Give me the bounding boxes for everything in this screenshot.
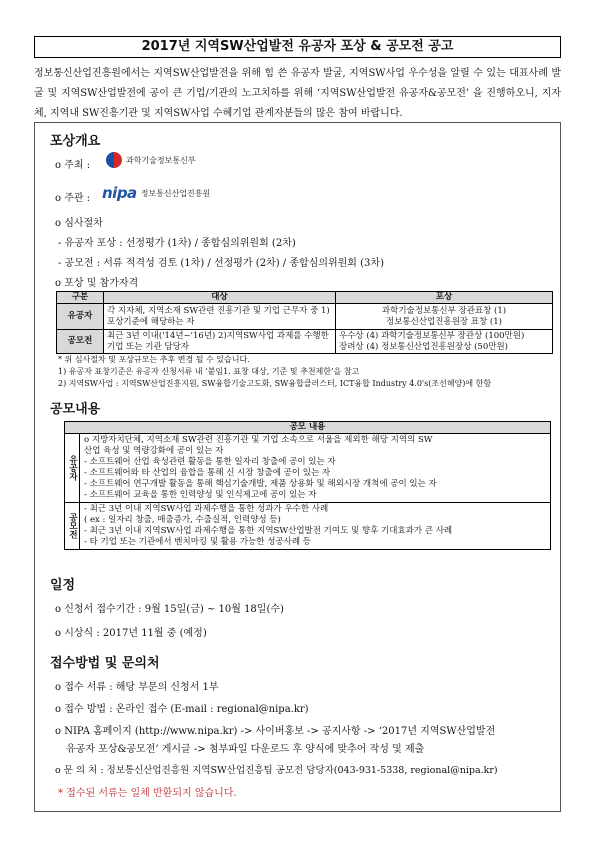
host-logo	[106, 152, 196, 168]
award-table	[56, 291, 553, 354]
organizer-label: o 주관 :	[55, 193, 91, 204]
list-item: - 최근 3년 이내 지역SW사업 과제수행을 통한 성과가 우수한 사례	[84, 504, 329, 514]
list-item: - 최근 3년 이내 지역SW사업 과제수행을 통한 지역SW산업발전 기여도 및 향후 기대효과가 큰 사례	[84, 526, 453, 536]
schedule-heading: 일정	[50, 578, 76, 593]
list-item: - 소프트웨어 연구개발 활동을 통해 핵심기술개발, 제품 상용화 및 해외시장 개척에 공이 있는 자	[84, 479, 437, 489]
list-item: - 소프트웨어와 타 산업의 융합을 통해 신 시장 창출에 공이 있는 자	[84, 468, 331, 478]
procedure-contest: - 공모전 : 서류 적격성 검토 (1차) / 선정평가 (2차) / 종합심의위원회 (3차)	[58, 258, 384, 269]
award-prize-item: 장려상 (4) 정보통신산업진흥원장상 (50만원)	[339, 341, 508, 352]
award-prize-item: 우수상 (4) 과학기술정보통신부 장관상 (100만원)	[339, 330, 525, 341]
procedure-merit: - 유공자 포상 : 선정평가 (1차) / 종합심의위원회 (2차)	[58, 238, 296, 249]
contest-table	[64, 421, 551, 550]
note-merit-criteria: 1) 유공자 표창기준은 유공자 신청서류 내 ‘붙임1. 표창 대상, 기준 및 추천제한’을 참고	[58, 367, 360, 376]
award-target-cell: 최근 3년 이내('14년~'16년) 2)지역SW사업 과제를 수행한 기업 또는 기관 담당자	[104, 330, 336, 354]
table-row	[57, 330, 553, 354]
contest-row-content	[80, 503, 551, 550]
contest-heading: 공모내용	[50, 402, 101, 417]
contest-table-header: 공모 내용	[65, 422, 551, 434]
award-prize-cell	[336, 330, 553, 354]
award-target-cell: 각 지자체, 지역소재 SW관련 진흥기관 및 기업 근무자 중 1)포상기준에 해당하는 자	[104, 304, 336, 330]
submission-homepage-line1: o NIPA 홈페이지 (http://www.nipa.kr) -> 사이버홍보 -> 공지사항 -> ‘2017년 지역SW산업발전	[55, 726, 496, 737]
msit-logo-icon	[106, 152, 122, 168]
table-row	[57, 304, 553, 330]
submission-heading: 접수방법 및 문의처	[50, 656, 160, 671]
list-item: o 지방자치단체, 지역소재 SW관련 진흥기관 및 기업 소속으로 서울을 제외한 해당 지역의 SW	[84, 435, 433, 445]
host-label: o 주최 :	[55, 160, 91, 171]
submission-docs: o 접수 서류 : 해당 부문의 신청서 1부	[55, 682, 219, 693]
award-prize-item: 과학기술정보통신부 장관표창 (1)	[381, 305, 507, 316]
organizer-logo-text: 정보통신산업진흥원	[140, 188, 211, 198]
overview-heading: 포상개요	[50, 134, 101, 149]
host-logo-text: 과학기술정보통신부	[126, 155, 196, 165]
procedure-label: o 심사절차	[55, 218, 103, 229]
contest-row-label: 공모전	[65, 503, 80, 550]
organizer-logo	[102, 184, 210, 202]
award-header-awards: 포상	[336, 292, 553, 304]
list-item: - 타 기업 또는 기관에서 벤치마킹 및 활용 가능한 성공사례 등	[84, 537, 311, 547]
list-item: - 소프트웨어 교육을 통한 인력양성 및 인식제고에 공이 있는 자	[84, 490, 317, 500]
intro-paragraph: 정보통신산업진흥원에서는 지역SW산업발전을 위해 힘 쓴 유공자 발굴, 지역SW사업 우수성을 알릴 수 있는 대표사례 발굴 및 지역SW산업발전에 공이 큰 기업/기관의 노고치하를 위해 ‘지역SW산업발전 유공자&공모전’ 을 진행하오니, 지자체, 지역내 SW진흥기관 및 지역SW사업 수혜기업 관계자분들의 많은 참여 바랍니다.	[34, 68, 561, 119]
schedule-apply-period: o 신청서 접수기간 : 9월 15일(금) ~ 10월 18일(수)	[55, 604, 284, 615]
page-title: 2017년 지역SW산업발전 유공자 포상 & 공모전 공고	[34, 36, 561, 58]
award-header-target: 대상	[104, 292, 336, 304]
note-general: * 위 심사절차 및 포상규모는 추후 변경 될 수 있습니다.	[58, 355, 250, 364]
award-category-cell: 공모전	[57, 330, 104, 354]
table-row	[65, 503, 551, 550]
schedule-ceremony: o 시상식 : 2017년 11월 중 (예정)	[55, 628, 207, 639]
submission-method: o 접수 방법 : 온라인 접수 (E-mail : regional@nipa.kr)	[55, 704, 309, 715]
award-prize-item: 정보통신산업진흥원장 표창 (1)	[386, 316, 502, 327]
submission-homepage-line2: 유공자 포상&공모전’ 게시글 -> 첨부파일 다운로드 후 양식에 맞추어 작성 및 제출	[66, 744, 425, 755]
awards-label: o 포상 및 참가자격	[55, 278, 139, 289]
award-category-cell: 유공자	[57, 304, 104, 330]
merit-row-label: 유공자	[65, 434, 80, 503]
list-item: - 소프트웨어 산업 육성관련 활동을 통한 일자리 창출에 공이 있는 자	[84, 457, 336, 467]
merit-row-content	[80, 434, 551, 503]
submission-contact: o 문 의 처 : 정보통신산업진흥원 지역SW산업진흥팀 공모전 담당자(043-931-5338, regional@nipa.kr)	[55, 765, 498, 776]
award-prize-cell	[336, 304, 553, 330]
note-regional-sw: 2) 지역SW사업 : 지역SW산업진흥지원, SW융합기술고도화, SW융합클러스터, ICT융합 Industry 4.0's(조선해양)에 한함	[58, 379, 492, 388]
nipa-logo-icon: nipa	[102, 184, 137, 202]
list-item: ( ex : 일자리 창출, 매출증가, 수출실적, 인력양성 등)	[84, 515, 281, 525]
list-item: 산업 육성 및 역량강화에 공이 있는 자	[84, 446, 224, 456]
table-row	[65, 434, 551, 503]
award-header-category: 구분	[57, 292, 104, 304]
return-warning: * 접수된 서류는 일체 반환되지 않습니다.	[58, 788, 237, 799]
